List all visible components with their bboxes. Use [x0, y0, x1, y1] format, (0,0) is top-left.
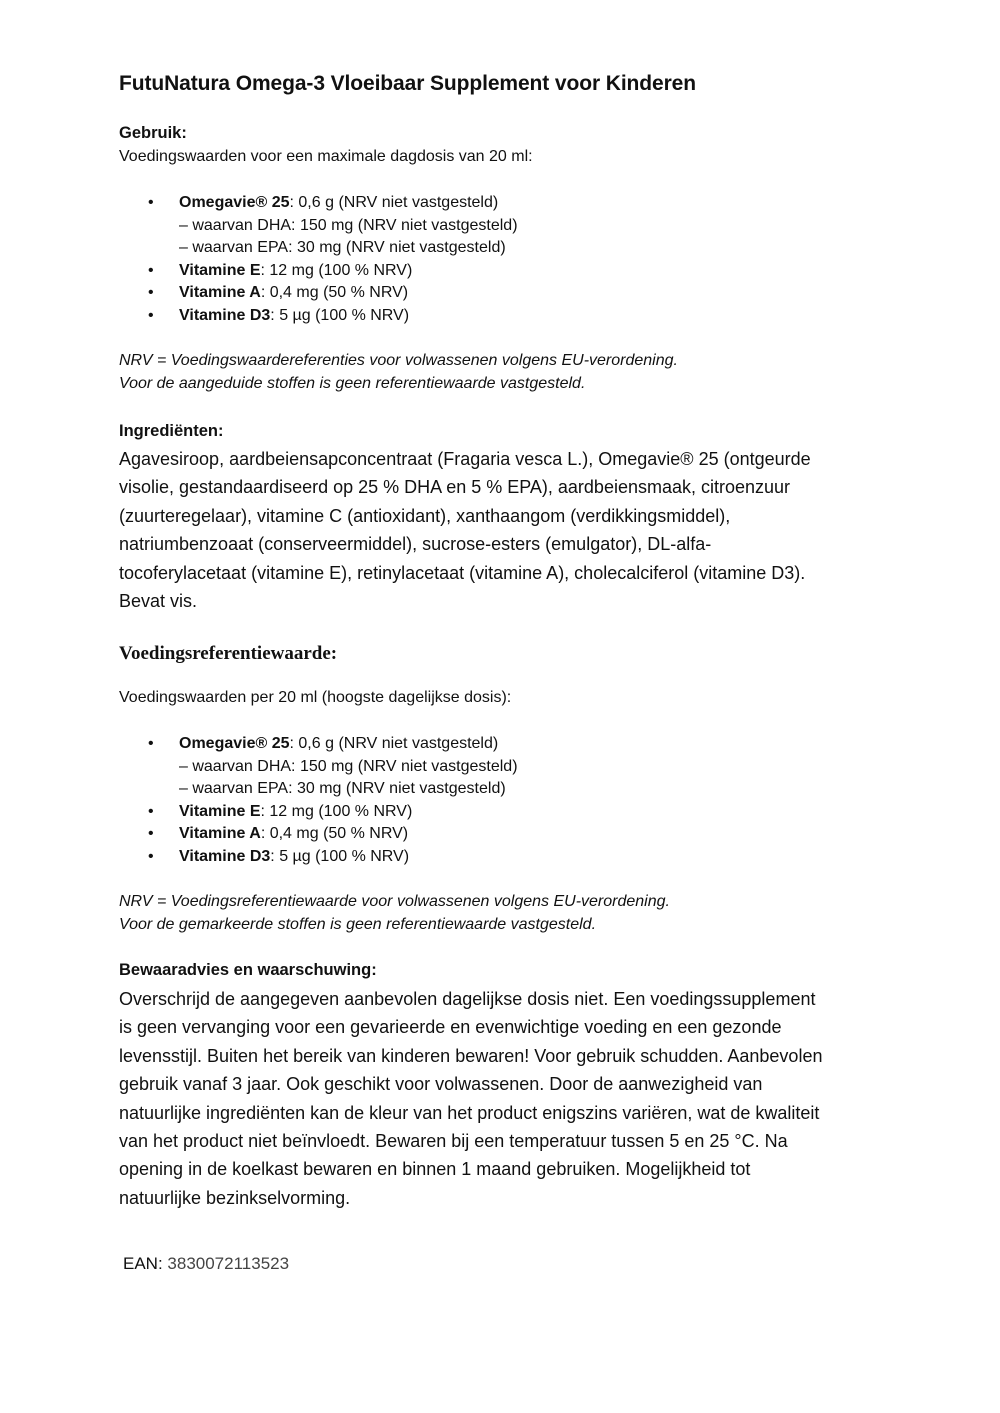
- nutrient-item: [119, 823, 899, 846]
- bullet-icon: •: [148, 306, 154, 324]
- nutrient-value: : 12 mg (100 % NRV): [260, 261, 413, 279]
- usage-nutrient-list: [119, 192, 899, 328]
- nutrient-label: Vitamine D3: [179, 306, 271, 324]
- nutrient-item: [119, 846, 899, 869]
- document-title: FutuNatura Omega-3 Vloeibaar Supplement voor Kinderen: [119, 72, 696, 95]
- ean-value: 3830072113523: [167, 1254, 290, 1273]
- ean-row: [123, 1254, 289, 1274]
- reference-note-line-1: NRV = Voedingsreferentiewaarde voor volwassenen volgens EU-verordening.: [119, 893, 670, 910]
- storage-line: gebruik vanaf 3 jaar. Ook geschikt voor volwassenen. Door de aanwezigheid van: [119, 1074, 763, 1095]
- bullet-icon: •: [148, 261, 154, 279]
- nutrient-label: Vitamine A: [179, 825, 261, 843]
- nutrient-value: : 5 µg (100 % NRV): [270, 847, 410, 865]
- nutrient-label: Vitamine E: [179, 802, 261, 820]
- nutrient-item: [119, 260, 899, 283]
- nutrient-subitem: [119, 756, 899, 779]
- reference-heading: Voedingsreferentiewaarde:: [119, 643, 338, 664]
- bullet-icon: •: [148, 284, 154, 302]
- ingredients-text: [119, 445, 909, 615]
- nutrient-label: Omegavie® 25: [179, 194, 290, 211]
- ingredients-heading: Ingrediënten:: [119, 422, 224, 440]
- nutrient-label: Vitamine D3: [179, 847, 271, 865]
- usage-note-line-1: NRV = Voedingswaardereferenties voor volwassenen volgens EU-verordening.: [119, 352, 678, 369]
- nutrient-value: : 0,4 mg (50 % NRV): [260, 284, 409, 302]
- storage-line: natuurlijke bezinkselvorming.: [119, 1187, 351, 1208]
- nutrient-value: : 12 mg (100 % NRV): [260, 802, 413, 820]
- storage-heading: Bewaaradvies en waarschuwing:: [119, 961, 377, 979]
- nutrient-item: [119, 305, 899, 328]
- storage-line: van het product niet beïnvloedt. Bewaren bij een temperatuur tussen 5 en 25 °C. Na: [119, 1131, 788, 1152]
- nutrient-item: [119, 801, 899, 824]
- storage-line: is geen vervanging voor een gevarieerde en evenwichtige voeding en een gezonde: [119, 1017, 782, 1038]
- bullet-icon: •: [148, 847, 154, 865]
- usage-intro: Voedingswaarden voor een maximale dagdosis van 20 ml:: [119, 148, 533, 165]
- nutrient-label: Vitamine E: [179, 261, 261, 279]
- usage-note-line-2: Voor de aangeduide stoffen is geen referentiewaarde vastgesteld.: [119, 375, 586, 392]
- ingredients-line: visolie, gestandaardiseerd op 25 % DHA en 5 % EPA), aardbeiensmaak, citroenzuur: [119, 477, 791, 498]
- storage-line: Overschrijd de aangegeven aanbevolen dagelijkse dosis niet. Een voedingssupplement: [119, 989, 816, 1009]
- nutrient-subitem: [119, 215, 899, 238]
- ingredients-line: natriumbenzoaat (conserveermiddel), sucrose-esters (emulgator), DL-alfa-: [119, 534, 712, 555]
- reference-nutrient-list: [119, 733, 899, 869]
- nutrient-value: – waarvan EPA: 30 mg (NRV niet vastgesteld): [179, 239, 506, 257]
- reference-intro: Voedingswaarden per 20 ml (hoogste dagelijkse dosis):: [119, 689, 512, 706]
- nutrient-subitem: [119, 237, 899, 260]
- nutrient-value: – waarvan EPA: 30 mg (NRV niet vastgesteld): [179, 780, 506, 798]
- ean-label: EAN:: [123, 1254, 168, 1273]
- bullet-icon: •: [148, 802, 154, 820]
- nutrient-value: : 0,6 g (NRV niet vastgesteld): [289, 194, 499, 211]
- usage-heading: Gebruik:: [119, 124, 187, 142]
- storage-line: levensstijl. Buiten het bereik van kinderen bewaren! Voor gebruik schudden. Aanbevolen: [119, 1045, 823, 1066]
- ingredients-line: Bevat vis.: [119, 591, 198, 612]
- nutrient-value: : 0,6 g (NRV niet vastgesteld): [289, 735, 499, 752]
- storage-line: natuurlijke ingrediënten kan de kleur van het product enigszins variëren, wat de kwaliteit: [119, 1102, 820, 1123]
- nutrient-label: Vitamine A: [179, 284, 261, 302]
- reference-note-line-2: Voor de gemarkeerde stoffen is geen referentiewaarde vastgesteld.: [119, 916, 597, 933]
- nutrient-item: [119, 733, 899, 756]
- nutrient-item: [119, 282, 899, 305]
- nutrient-item: [119, 192, 899, 215]
- ingredients-line: tocoferylacetaat (vitamine E), retinylacetaat (vitamine A), cholecalciferol (vitamine D3).: [119, 562, 806, 583]
- ingredients-line: Agavesiroop, aardbeiensapconcentraat (Fragaria vesca L.), Omegavie® 25 (ontgeurde: [119, 449, 811, 469]
- ingredients-line: (zuurteregelaar), vitamine C (antioxidant), xanthaangom (verdikkingsmiddel),: [119, 505, 731, 526]
- bullet-icon: •: [148, 735, 154, 752]
- nutrient-value: – waarvan DHA: 150 mg (NRV niet vastgesteld): [179, 757, 518, 775]
- bullet-icon: •: [148, 194, 154, 211]
- nutrient-label: Omegavie® 25: [179, 735, 290, 752]
- nutrient-subitem: [119, 778, 899, 801]
- nutrient-value: : 0,4 mg (50 % NRV): [260, 825, 409, 843]
- bullet-icon: •: [148, 825, 154, 843]
- storage-line: opening in de koelkast bewaren en binnen 1 maand gebruiken. Mogelijkheid tot: [119, 1159, 751, 1180]
- nutrient-value: : 5 µg (100 % NRV): [270, 306, 410, 324]
- storage-text: [119, 985, 909, 1212]
- nutrient-value: – waarvan DHA: 150 mg (NRV niet vastgesteld): [179, 216, 518, 234]
